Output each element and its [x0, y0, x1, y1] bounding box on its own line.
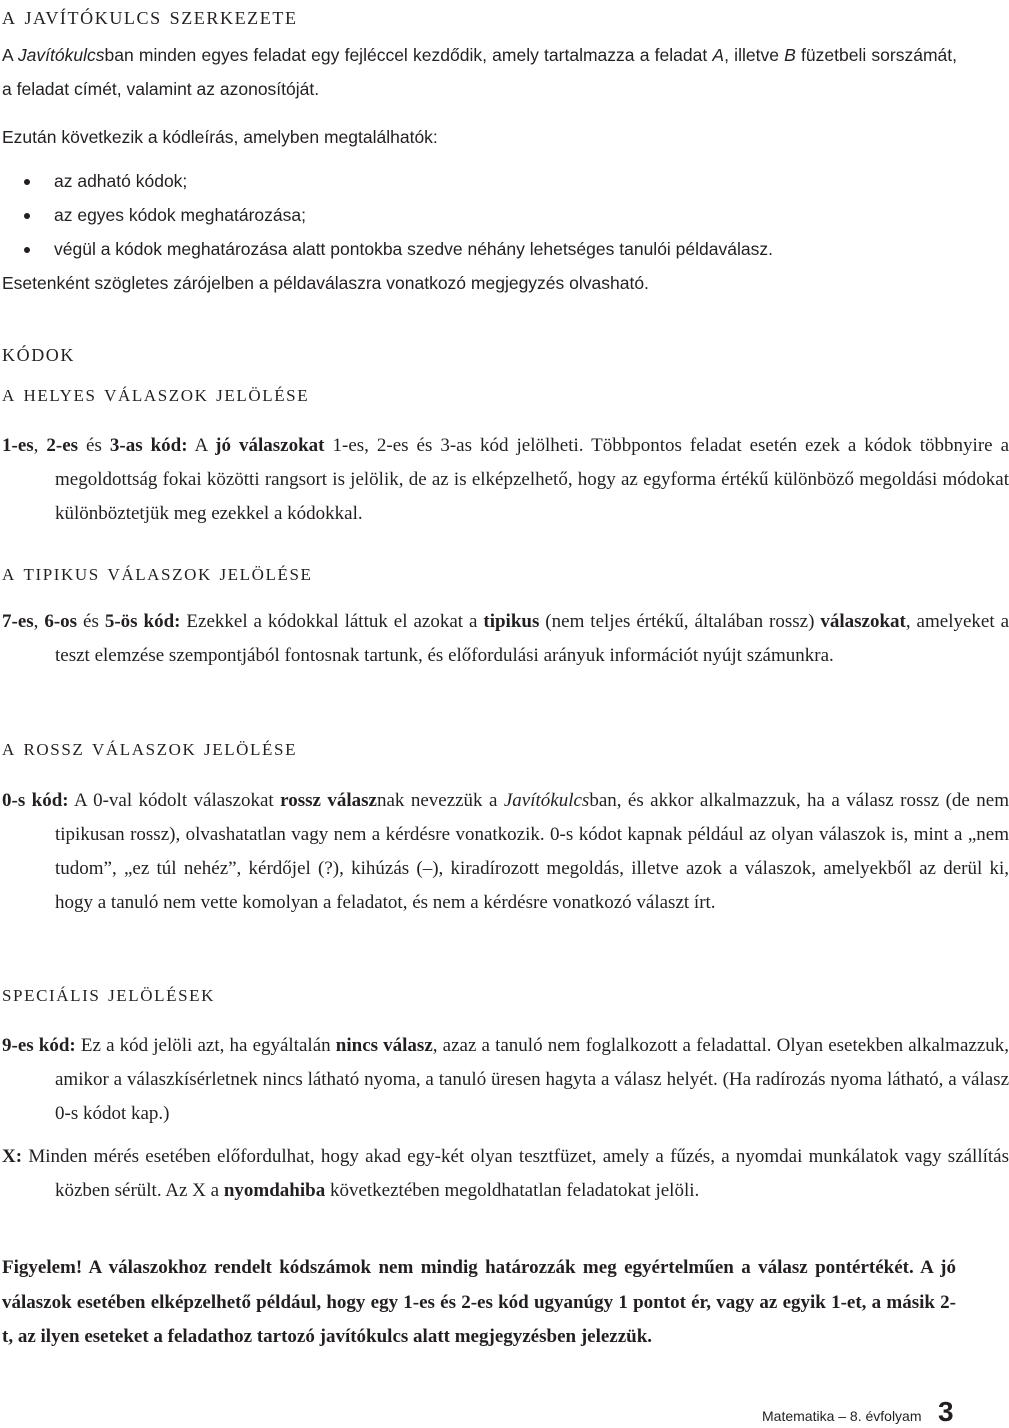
text: következtében megoldhatatlan feladatokat jelöli. [325, 1180, 700, 1201]
code-label: 5-ös kód: [104, 611, 181, 632]
bullet-icon [24, 247, 30, 253]
bullet-item [24, 198, 773, 232]
section-heading-helyes: a helyes válaszok jelölése [2, 381, 310, 407]
emphasis: nincs válasz [335, 1035, 433, 1056]
warning-paragraph: Figyelem! A válaszokhoz rendelt kódszámok nem mindig határozzák meg egyértelműen a válasz pontértékét. A jó válaszok esetében elképzelhető például, hogy egy 1-es és 2-es kód ugyanúgy 1 pontot ér, vagy az egyik 1-et, a másik 2-t, az ilyen eseteket a feladathoz tartozó javítókulcs alatt megjegyzésben jelezzük. [2, 1257, 956, 1347]
code-label: 3-as kód: [109, 435, 188, 456]
tipikus-valasz-item [2, 605, 1009, 673]
bullet-text: az adható kódok; [54, 171, 188, 191]
emphasis: rossz válasz [280, 790, 377, 811]
bullet-text: végül a kódok meghatározása alatt pontokba szedve néhány lehetséges tanulói példaválasz. [54, 239, 773, 259]
page-title: a javítókulcs szerkezete [2, 3, 298, 30]
text: A [2, 45, 18, 65]
code-label: X: [2, 1146, 23, 1167]
text: , [33, 611, 45, 632]
section-heading-kodok: kódok [2, 340, 75, 367]
rossz-valasz-item [2, 784, 1009, 920]
bullet-icon [24, 179, 30, 185]
text: A [187, 435, 216, 456]
text: és [78, 435, 110, 456]
emphasis: jó válaszokat [215, 435, 325, 456]
bullet-icon [24, 213, 30, 219]
section-heading-rossz: a rossz válaszok jelölése [2, 735, 298, 761]
text: A 0-val kódolt válaszokat [68, 790, 281, 811]
text: , amelyeket a teszt elemzése szempontjából fontosnak tartunk, és előfordulási arányuk információt nyújt számunkra. [55, 611, 1009, 666]
section-heading-specialis: speciális jelölések [2, 981, 216, 1007]
spec-x-item [2, 1140, 1009, 1208]
bullet-text: az egyes kódok meghatározása; [54, 205, 306, 225]
bullet-item [24, 232, 773, 266]
bullet-item [24, 164, 773, 198]
code-label: 6-os [44, 611, 78, 632]
spec-9-item [2, 1029, 1009, 1131]
intro-paragraph-2: Ezután következik a kódleírás, amelyben megtalálhatók: [2, 127, 438, 147]
emphasis: válaszokat [820, 611, 906, 632]
emphasis: tipikus [483, 611, 540, 632]
text: , [33, 435, 47, 456]
text: ban minden egyes feladat egy fejléccel kezdődik, amely tartalmazza a feladat [104, 45, 713, 65]
code-label: 0-s kód: [2, 790, 69, 811]
text-italic: A [712, 45, 725, 65]
text: Ezekkel a kódokkal láttuk el azokat a [180, 611, 484, 632]
intro-paragraph-1 [2, 38, 957, 106]
intro-paragraph-3: Esetenként szögletes zárójelben a példaválaszra vonatkozó megjegyzés olvasható. [2, 273, 649, 293]
text: és [77, 611, 105, 632]
code-label: 7-es [2, 611, 34, 632]
emphasis: nyomdahiba [223, 1180, 326, 1201]
page-number: 3 [938, 1396, 954, 1427]
text: ban, és akkor alkalmazzuk, ha a válasz rossz (de nem tipikusan rossz), olvashatatlan vagy nem a kérdésre vonatkozik. 0-s kódot kapnak például az olyan válaszok is, mint a „nem tudom”, „ez túl nehéz”, kérdőjel (?), kihúzás (–), kiradírozott megoldás, illetve azok a válaszok, amelyekből az derül ki, hogy a tanuló nem vette komolyan a feladatot, és nem a kérdésre vonatkozó választ írt. [55, 790, 1009, 913]
text: Minden mérés esetében előfordulhat, hogy akad egy-két olyan tesztfüzet, amely a fűzés, a nyomdai munkálatok vagy szállítás közben sérült. Az X a [22, 1146, 1009, 1201]
text: 1-es, 2-es és 3-as kód jelölheti. Többpontos feladat esetén ezek a kódok többnyire a megoldottság fokai közötti rangsort is jelölik, de az is elképzelhető, hogy az egyforma értékű különböző megoldási módokat különböztetjük meg ezekkel a kódokkal. [55, 435, 1009, 524]
bullet-list [24, 164, 773, 266]
text-italic: Javítókulcs [503, 790, 590, 811]
code-label: 2-es [46, 435, 79, 456]
footer-label: Matematika – 8. évfolyam [762, 1408, 922, 1424]
code-label: 1-es [2, 435, 34, 456]
code-label: 9-es kód: [2, 1035, 76, 1056]
helyes-valasz-item [2, 429, 1009, 531]
section-heading-tipikus: a tipikus válaszok jelölése [2, 560, 313, 586]
text: , azaz a tanuló nem foglalkozott a feladattal. Olyan esetekben alkalmazzuk, amikor a válaszkísérletnek nincs látható nyoma, a tanuló üresen hagyta a válasz helyét. (Ha radírozás nyoma látható, a válasz 0-s kódot kap.) [55, 1035, 1009, 1124]
text: füzetbeli sorszámát, a feladat címét, valamint az azonosítóját. [2, 45, 958, 99]
text: Ez a kód jelöli azt, ha egyáltalán [75, 1035, 336, 1056]
text-italic: Javítókulcs [17, 45, 105, 65]
text: , illetve [724, 45, 785, 65]
text: nak nevezzük a [376, 790, 504, 811]
text-italic: B [784, 45, 796, 65]
text: (nem teljes értékű, általában rossz) [539, 611, 821, 632]
